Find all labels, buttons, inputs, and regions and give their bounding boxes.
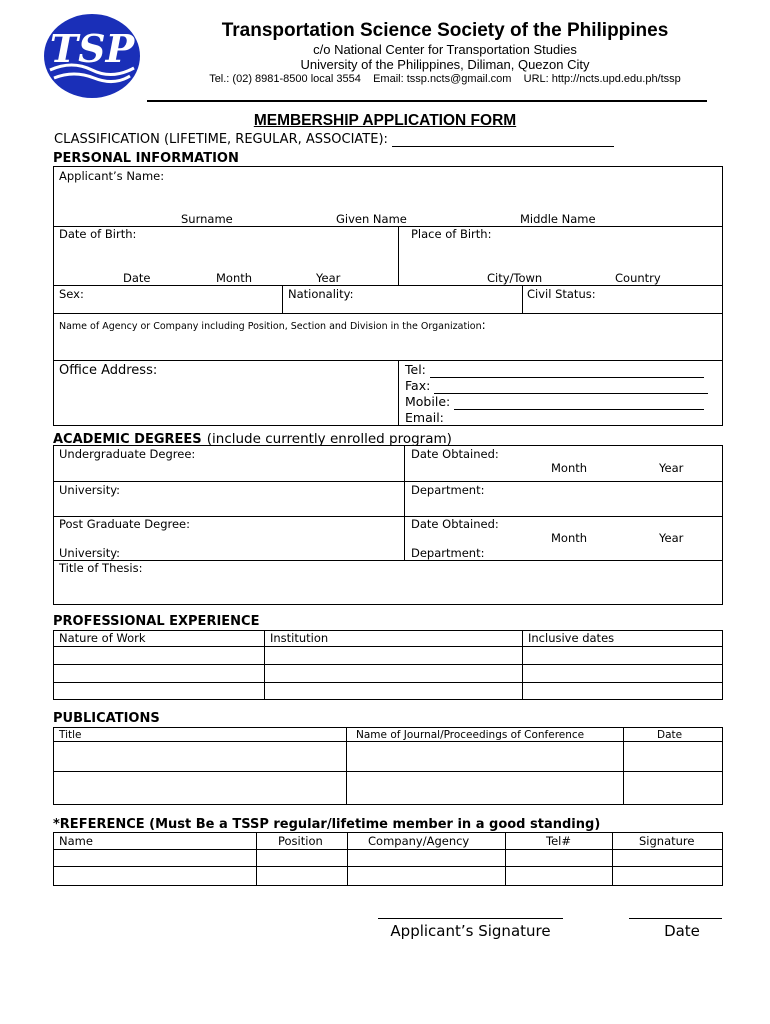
ref-col-company: Company/Agency	[368, 834, 470, 848]
header-rule	[147, 100, 707, 102]
agency-label-text: Name of Agency or Company including Position, Section and Division in the Organization	[59, 321, 482, 332]
office-address-input[interactable]	[56, 380, 396, 424]
applicant-name-label: Applicant’s Name:	[59, 169, 165, 183]
table-row[interactable]	[54, 772, 722, 804]
agency-input[interactable]	[56, 332, 720, 358]
academic-heading: ACADEMIC DEGREES	[53, 432, 202, 447]
org-name: Transportation Science Society of the Philippines	[221, 20, 669, 41]
header-line1: c/o National Center for Transportation Studies	[313, 42, 577, 57]
office-address-label: Office Address:	[59, 363, 158, 378]
postgrad-label: Post Graduate Degree:	[59, 517, 191, 531]
given-name-label: Given Name	[336, 212, 407, 226]
table-row[interactable]	[54, 683, 722, 699]
university-label: University:	[59, 483, 121, 497]
header-contacts	[150, 73, 740, 85]
exp-col-dates: Inclusive dates	[528, 631, 615, 645]
date-line[interactable]	[629, 918, 722, 919]
postgrad-department-label: Department:	[411, 546, 485, 560]
pob-label: Place of Birth:	[411, 227, 492, 241]
ref-col-position: Position	[278, 834, 323, 848]
tssp-logo	[42, 12, 142, 100]
form-title: MEMBERSHIP APPLICATION FORM	[253, 112, 517, 129]
office-fax-label: Fax:	[405, 378, 431, 393]
dob-label: Date of Birth:	[59, 227, 137, 241]
table-row[interactable]	[54, 742, 722, 770]
logo-text: TSP	[49, 26, 135, 71]
experience-heading: PROFESSIONAL EXPERIENCE	[53, 614, 260, 629]
agency-label-colon: :	[481, 318, 486, 332]
agency-label	[59, 318, 486, 332]
personal-heading: PERSONAL INFORMATION	[53, 151, 239, 166]
thesis-label: Title of Thesis:	[59, 561, 143, 575]
academic-heading-note: (include currently enrolled program)	[206, 431, 452, 447]
pob-country-label: Country	[615, 271, 661, 285]
department-label: Department:	[411, 483, 485, 497]
postgrad-month-label: Month	[551, 531, 588, 545]
sex-label: Sex:	[59, 287, 84, 301]
ref-col-signature: Signature	[639, 834, 695, 848]
ref-col-tel: Tel#	[546, 834, 571, 848]
exp-col-institution: Institution	[270, 631, 329, 645]
table-row[interactable]	[54, 647, 722, 663]
office-mobile-input[interactable]	[454, 398, 704, 410]
surname-label: Surname	[181, 212, 233, 226]
applicant-signature-line[interactable]	[378, 918, 563, 919]
dob-date-label: Date	[123, 271, 151, 285]
table-row[interactable]	[54, 867, 722, 885]
header-url[interactable]: URL: http://ncts.upd.edu.ph/tssp	[523, 73, 681, 85]
middle-name-label: Middle Name	[520, 212, 596, 226]
postgrad-university-label: University:	[59, 546, 121, 560]
office-mobile-label: Mobile:	[405, 394, 451, 409]
dob-month-label: Month	[216, 271, 253, 285]
pob-input[interactable]	[401, 243, 721, 269]
pub-col-date: Date	[657, 729, 683, 741]
applicant-name-input[interactable]	[56, 185, 720, 209]
postgrad-date-label: Date Obtained:	[411, 517, 499, 531]
office-email-label: Email:	[405, 410, 444, 425]
office-tel-input[interactable]	[430, 366, 704, 378]
header-email: Email: tssp.ncts@gmail.com	[373, 73, 512, 85]
classification-input[interactable]	[392, 134, 614, 147]
office-email-input[interactable]	[448, 414, 712, 426]
header-tel: Tel.: (02) 8981-8500 local 3554	[209, 73, 361, 85]
pub-col-title: Title	[59, 729, 82, 741]
nationality-label: Nationality:	[288, 287, 354, 301]
office-fax-input[interactable]	[434, 382, 708, 394]
undergrad-input[interactable]	[56, 462, 402, 479]
pob-city-label: City/Town	[487, 271, 543, 285]
pub-col-journal: Name of Journal/Proceedings of Conference	[356, 729, 585, 741]
reference-heading: *REFERENCE (Must Be a TSSP regular/lifetime member in a good standing)	[53, 817, 601, 832]
undergrad-label: Undergraduate Degree:	[59, 447, 196, 461]
office-tel-label: Tel:	[405, 362, 426, 377]
office-contact-fields	[405, 362, 712, 426]
exp-col-nature: Nature of Work	[59, 631, 146, 645]
applicant-signature-label: Applicant’s Signature	[390, 922, 551, 940]
thesis-input[interactable]	[56, 576, 720, 602]
publications-heading: PUBLICATIONS	[53, 711, 160, 726]
classification-label: CLASSIFICATION (LIFETIME, REGULAR, ASSOCIATE):	[54, 132, 388, 147]
civil-status-label: Civil Status:	[527, 287, 596, 301]
table-row[interactable]	[54, 665, 722, 681]
header-line2: University of the Philippines, Diliman, Quezon City	[300, 57, 590, 72]
undergrad-year-label: Year	[659, 461, 684, 475]
classification-row	[54, 132, 614, 147]
dob-year-label: Year	[316, 271, 341, 285]
table-row[interactable]	[54, 850, 722, 865]
undergrad-month-label: Month	[551, 461, 588, 475]
postgrad-year-label: Year	[659, 531, 684, 545]
undergrad-date-label: Date Obtained:	[411, 447, 499, 461]
ref-col-name: Name	[59, 834, 93, 848]
dob-input[interactable]	[56, 243, 396, 269]
date-label: Date	[664, 922, 700, 940]
